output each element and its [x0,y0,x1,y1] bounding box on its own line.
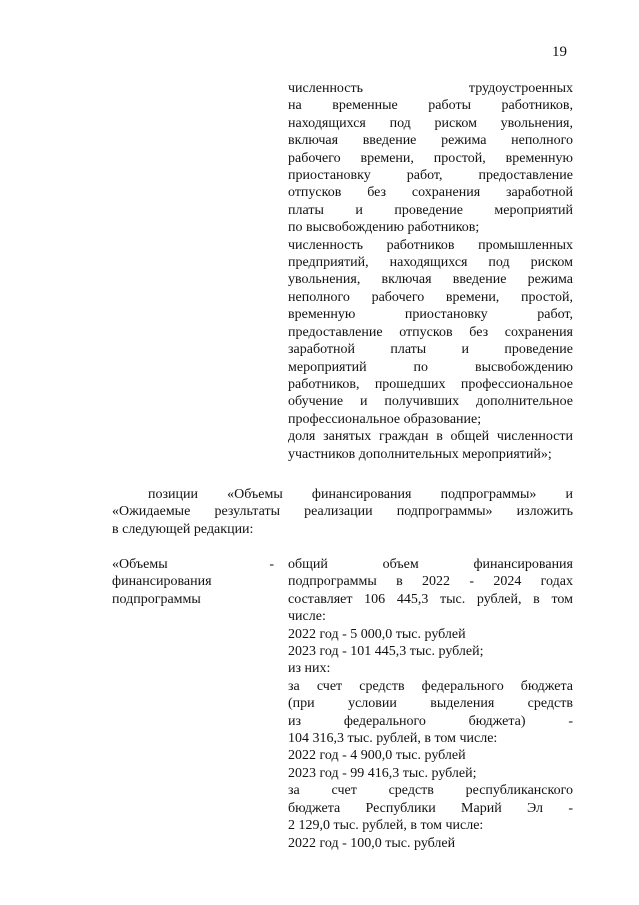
text-line: из федерального бюджета) - [288,713,573,729]
text-line: увольнения, включая введение режима [288,272,573,288]
upper-text-block [288,80,573,463]
text-line: доля занятых граждан в общей численности [288,429,573,445]
body-paragraph [112,486,573,538]
financing-details-block [288,556,573,852]
text-line: находящихся под риском увольнения, [288,115,573,131]
text-line: числе: [288,609,326,625]
text-line: «Объемы - [112,557,274,572]
text-line: численность работников промышленных [288,237,573,253]
text-line: приостановку работ, предоставление [288,168,573,184]
text-line: за счет средств республиканского [288,783,573,799]
text-line: «Ожидаемые результаты реализации подпрограммы» изложить [112,504,573,520]
text-line: из них: [288,661,331,677]
text-line: за счет средств федерального бюджета [288,678,573,694]
text-line: участников дополнительных мероприятий»; [288,446,552,462]
text-line: платы и проведение мероприятий [288,202,573,218]
text-line: заработной платы и проведение [288,342,573,358]
text-line: общий объем финансирования [288,557,573,572]
page-number: 19 [552,44,567,60]
table-label-financing [112,556,274,608]
text-line: 104 316,3 тыс. рублей, в том числе: [288,731,498,747]
text-line: подпрограммы [112,591,201,607]
text-line: неполного рабочего времени, простой, [288,289,573,305]
text-line: обучение и получивших дополнительное [288,394,573,410]
text-line: 2022 год - 100,0 тыс. рублей [288,835,456,851]
text-line: рабочего времени, простой, временную [288,150,573,166]
text-line: 2022 год - 4 900,0 тыс. рублей [288,748,466,764]
text-line: составляет 106 445,3 тыс. рублей, в том [288,591,573,607]
text-line: 2023 год - 101 445,3 тыс. рублей; [288,644,484,660]
text-line: 2023 год - 99 416,3 тыс. рублей; [288,765,477,781]
text-line: позиции «Объемы финансирования подпрограммы» и [148,487,573,502]
text-line: финансирования [112,574,212,590]
text-line: мероприятий по высвобождению [288,359,573,375]
text-line: (при условии выделения средств [288,696,573,712]
text-line: предприятий, находящихся под риском [288,255,573,271]
text-line: профессиональное образование; [288,411,482,427]
text-line: временную приостановку работ, [288,307,573,323]
text-line: включая введение режима неполного [288,133,573,149]
text-line: работников, прошедших профессиональное [288,376,573,392]
text-line: в следующей редакции: [112,521,254,537]
text-line: на временные работы работников, [288,98,573,114]
text-line: численность трудоустроенных [288,81,573,96]
text-line: предоставление отпусков без сохранения [288,324,573,340]
text-line: бюджета Республики Марий Эл - [288,800,573,816]
text-line: 2022 год - 5 000,0 тыс. рублей [288,626,466,642]
text-line: 2 129,0 тыс. рублей, в том числе: [288,818,484,834]
text-line: по высвобождению работников; [288,220,480,236]
text-line: подпрограммы в 2022 - 2024 годах [288,574,573,590]
text-line: отпусков без сохранения заработной [288,185,573,201]
